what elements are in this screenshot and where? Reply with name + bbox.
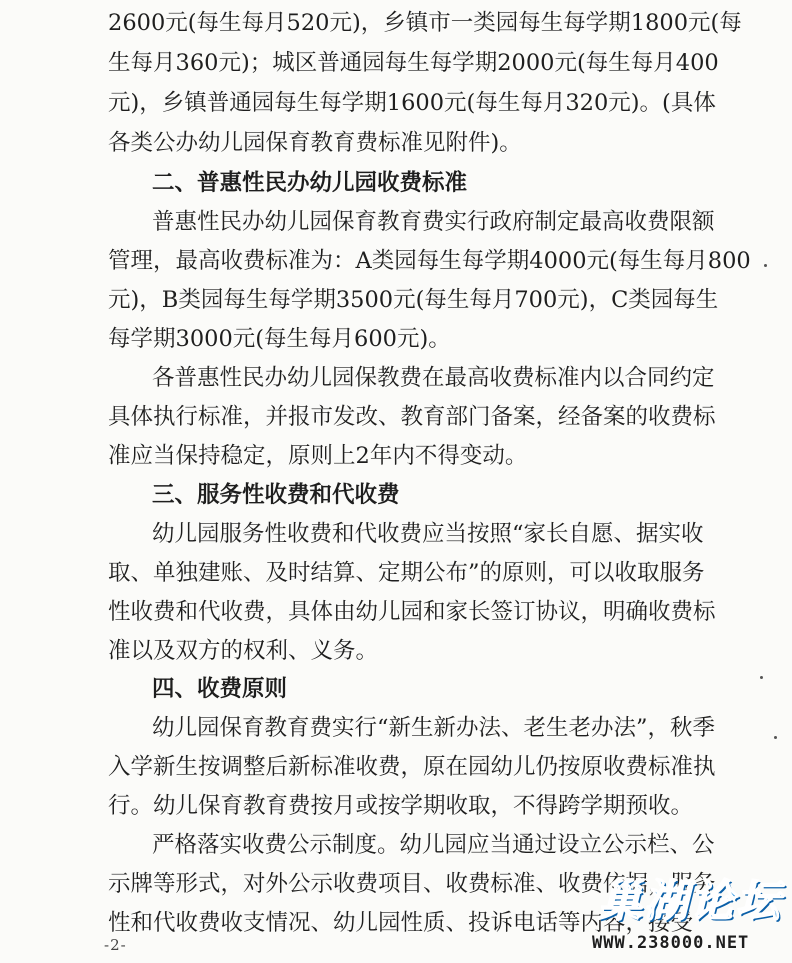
section-4-para-2-line-1: 严格落实收费公示制度。幼儿园应当通过设立公示栏、公 — [152, 832, 715, 858]
scan-speck — [760, 676, 763, 679]
section-4-heading: 四、收费原则 — [152, 676, 288, 702]
section-3-para-1-line-4: 准以及双方的权利、义务。 — [108, 638, 379, 664]
scan-speck — [764, 264, 767, 267]
section-2-para-1-line-3: 元)，B类园每生每学期3500元(每生每月700元)，C类园每生 — [108, 287, 719, 313]
section-2-para-1-line-2: 管理，最高收费标准为：A类园每生每学期4000元(每生每月800 — [108, 248, 751, 274]
watermark-logo: 巢湖论坛 — [598, 876, 782, 927]
scan-speck — [774, 736, 777, 739]
section-4-para-2-line-3: 性和代收费收支情况、幼儿园性质、投诉电话等内容，接受 — [108, 910, 694, 936]
section-4-para-1-line-2: 入学新生按调整后新标准收费，原在园幼儿仍按原收费标准执 — [108, 754, 716, 780]
section-2-para-2-line-1: 各普惠性民办幼儿园保教费在最高收费标准内以合同约定 — [152, 365, 715, 391]
section-3-para-1-line-2: 取、单独建账、及时结算、定期公布”的原则，可以收取服务 — [108, 560, 705, 586]
section-4-para-2-line-2: 示牌等形式，对外公示收费项目、收费标准、收费依据，服务 — [108, 871, 716, 897]
section-2-heading: 二、普惠性民办幼儿园收费标准 — [152, 170, 468, 196]
section-3-para-1-line-1: 幼儿园服务性收费和代收费应当按照“家长自愿、据实收 — [152, 521, 704, 547]
watermark-url: WWW.238000.NET — [592, 933, 750, 953]
intro-line-2: 生每月360元)；城区普通园每生每学期2000元(每生每月400 — [108, 50, 719, 76]
section-3-heading: 三、服务性收费和代收费 — [152, 482, 400, 508]
section-2-para-1-line-4: 每学期3000元(每生每月600元)。 — [108, 326, 451, 352]
site-watermark — [592, 876, 788, 958]
section-2-para-2-line-3: 准应当保持稳定，原则上2年内不得变动。 — [108, 443, 528, 469]
intro-line-4: 各类公办幼儿园保育教育费标准见附件)。 — [108, 130, 522, 156]
page-number: -2- — [104, 936, 127, 954]
section-2-para-2-line-2: 具体执行标准，并报市发改、教育部门备案，经备案的收费标 — [108, 404, 716, 430]
section-2-para-1-line-1: 普惠性民办幼儿园保育教育费实行政府制定最高收费限额 — [152, 209, 715, 235]
intro-line-1: 2600元(每生每月520元)，乡镇市一类园每生每学期1800元(每 — [108, 10, 742, 36]
section-4-para-1-line-1: 幼儿园保育教育费实行“新生新办法、老生老办法”，秋季 — [152, 715, 716, 741]
section-3-para-1-line-3: 性收费和代收费，具体由幼儿园和家长签订协议，明确收费标 — [108, 599, 716, 625]
section-4-para-1-line-3: 行。幼儿保育教育费按月或按学期收取，不得跨学期预收。 — [108, 793, 694, 819]
intro-line-3: 元)，乡镇普通园每生每学期1600元(每生每月320元)。(具体 — [108, 90, 716, 116]
